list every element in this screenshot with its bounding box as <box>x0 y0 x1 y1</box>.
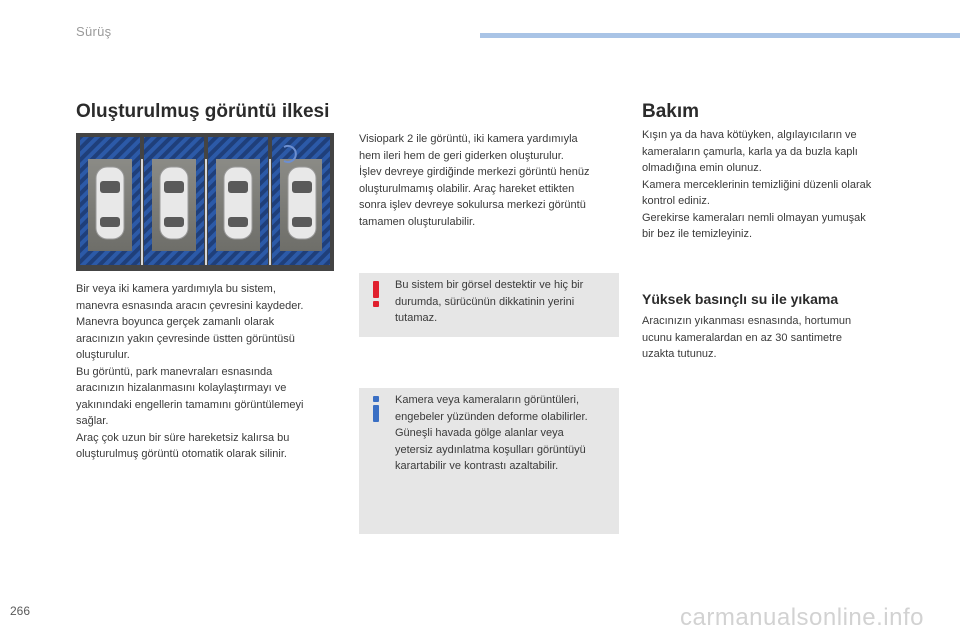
info-text: Kamera veya kameraların görüntüleri, engebeler yüzünden deforme olabilirler. Güneşli havada gölge alanlar veya yetersiz aydınlatma koşulları görüntüyü karartabilir ve kontrastı azaltabilir. <box>395 394 588 472</box>
watermark: carmanualsonline.info <box>680 604 924 631</box>
maintenance-text: Kışın ya da hava kötüyken, algılayıcıların ve kameraların çamurla, karla ya da buzla kaplı olmadığına emin olunuz. Kamera merceklerinin temizliğini düzenli olarak kontrol ediniz. Gerekirse kameraları nemli olmayan yumuşak bir bez ile temizleyiniz. <box>642 129 872 240</box>
warning-exclamation-icon <box>369 279 383 309</box>
principle-title: Oluşturulmuş görüntü ilkesi <box>76 101 330 122</box>
maintenance-title: Bakım <box>642 101 700 122</box>
principle-description: Bir veya iki kamera yardımıyla bu sistem, manevra esnasında aracın çevresini kaydeder. Manevra boyunca gerçek zamanlı olarak aracınızın yakın çevresinde üstten görüntüsü oluşturulur. Bu görüntü, park manevraları esnasında aracınızın hizalanmasını kolaylaştırmayı ve yakınındaki engellerin tamamını görüntülemeyi sağlar. Araç çok uzun bir süre hareketsiz kalırsa bu oluşturulmuş görüntü otomatik olarak silinir. <box>76 283 304 460</box>
pressure-wash-title: Yüksek basınçlı su ile yıkama <box>642 291 839 307</box>
pressure-wash-text: Aracınızın yıkanması esnasında, hortumun ucunu kameralardan en az 30 santimetre uzakta tutunuz. <box>642 315 852 360</box>
warning-text: Bu sistem bir görsel destektir ve hiç bir durumda, sürücünün dikkatinin yerini tutamaz. <box>395 279 584 324</box>
header-accent-bar <box>480 33 960 38</box>
visiopark-intro: Visiopark 2 ile görüntü, iki kamera yardımıyla hem ileri hem de geri giderken oluşturulur. İşlev devreye girdiğinde merkezi görüntü henüz oluşturulmamış olabilir. Araç hareket ettikten sonra işlev devreye sokulursa merkezi görüntü tamamen oluşturulabilir. <box>359 133 590 228</box>
section-header-title: Sürüş <box>76 24 112 39</box>
info-icon <box>369 394 383 424</box>
info-box <box>359 388 619 534</box>
warning-box <box>359 273 619 337</box>
page-number: 266 <box>10 604 31 618</box>
parking-camera-illustration <box>76 133 334 271</box>
